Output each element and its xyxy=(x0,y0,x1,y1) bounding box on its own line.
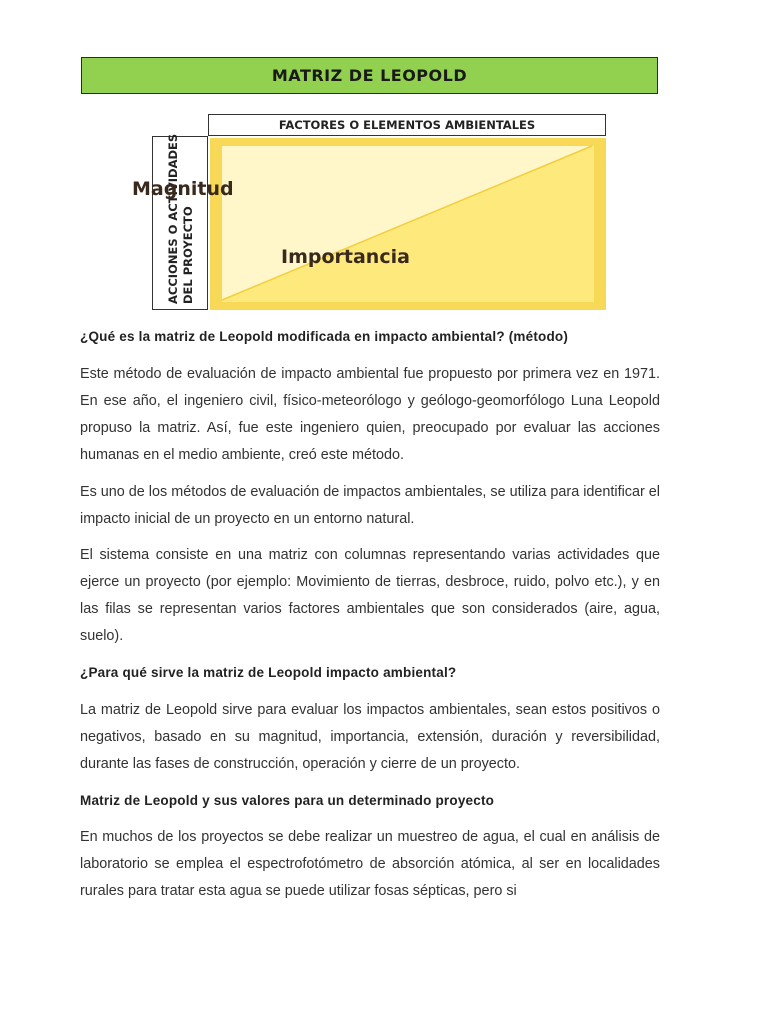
figure-row-header xyxy=(152,133,208,310)
figure-matrix-cell xyxy=(210,138,606,310)
page-title: MATRIZ DE LEOPOLD xyxy=(271,66,468,85)
paragraph: El sistema consiste en una matriz con columnas representando varias actividades que ejerce un proyecto (por ejemplo: Movimiento de tierras, desbroce, ruido, polvo etc.), y en las filas se representan varios factores ambientales que son considerados (aire, agua, suelo). xyxy=(80,547,660,644)
magnitud-label: Magnitud xyxy=(132,178,234,200)
section-heading: Matriz de Leopold y sus valores para un determinado proyecto xyxy=(80,793,495,808)
title-banner xyxy=(81,57,658,94)
figure-column-header xyxy=(208,114,606,136)
figure-row-header-line2: DEL PROYECTO xyxy=(181,206,195,304)
section-heading: ¿Qué es la matriz de Leopold modificada en impacto ambiental? (método) xyxy=(80,329,569,344)
section-heading: ¿Para qué sirve la matriz de Leopold impacto ambiental? xyxy=(80,665,457,680)
figure-column-header-label: FACTORES O ELEMENTOS AMBIENTALES xyxy=(278,118,536,132)
paragraph: La matriz de Leopold sirve para evaluar los impactos ambientales, sean estos positivos o negativos, basado en su magnitud, importancia, extensión, duración y reversibilidad, durante las fases de construcción, operación y cierre de un proyecto. xyxy=(80,702,660,772)
figure-row-header-line1: ACCIONES O ACTIVIDADES xyxy=(166,133,180,304)
paragraph: Es uno de los métodos de evaluación de impactos ambientales, se utiliza para identificar el impacto inicial de un proyecto en un entorno natural. xyxy=(80,484,660,527)
paragraph: Este método de evaluación de impacto ambiental fue propuesto por primera vez en 1971. En ese año, el ingeniero civil, físico-meteorólogo y geólogo-geomorfólogo Luna Leopold propuso la matriz. Así, fue este ingeniero quien, preocupado por evaluar las acciones humanas en el medio ambiente, creó este método. xyxy=(80,366,660,463)
figure-row-header-label xyxy=(166,133,196,304)
paragraph: En muchos de los proyectos se debe realizar un muestreo de agua, el cual en análisis de laboratorio se emplea el espectrofotómetro de absorción atómica, al ser en localidades rurales para tratar esta agua se puede utilizar fosas sépticas, pero si xyxy=(80,829,660,899)
matrix-cell-graphic xyxy=(210,138,606,310)
importancia-label: Importancia xyxy=(281,246,410,268)
leopold-matrix-diagram xyxy=(152,114,608,310)
